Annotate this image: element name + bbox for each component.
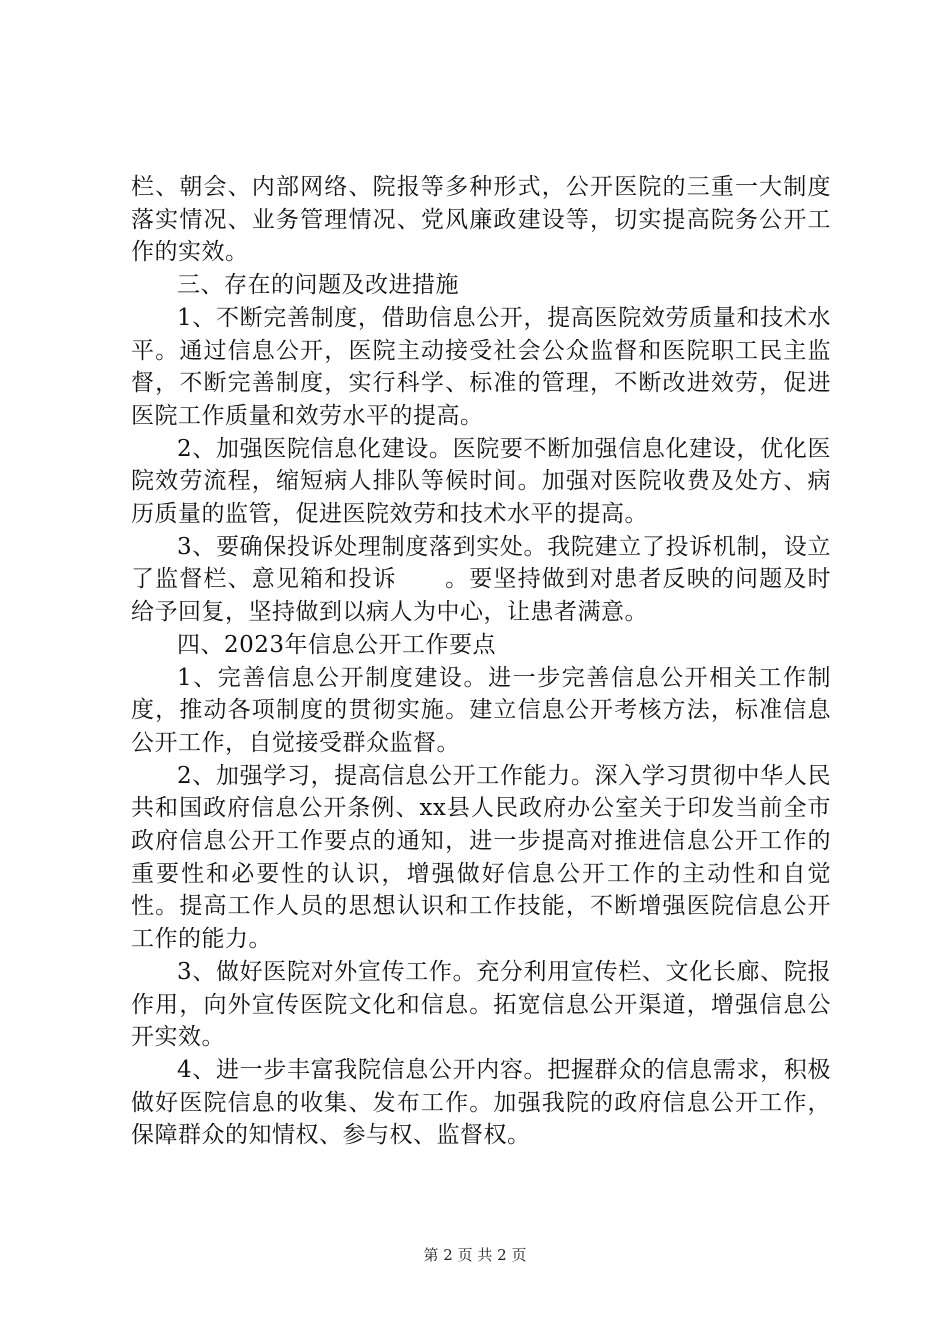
paragraph-system-building: 1、完善信息公开制度建设。进一步完善信息公开相关工作制度，推动各项制度的贯彻实施。建立信息公开考核方法，标准信息公开工作，自觉接受群众监督。 — [131, 664, 831, 756]
paragraph-content: 4、进一步丰富我院信息公开内容。把握群众的信息需求，积极做好医院信息的收集、发布工作。加强我院的政府信息公开工作，保障群众的知情权、参与权、监督权。 — [131, 1056, 831, 1149]
paragraph-improve-system: 1、不断完善制度，借助信息公开，提高医院效劳质量和技术水平。通过信息公开，医院主动接受社会公众监督和医院职工民主监督，不断完善制度，实行科学、标准的管理，不断改进效劳，促进医院工作质量和效劳水平的提高。 — [131, 304, 831, 429]
paragraph-continuation: 栏、朝会、内部网络、院报等多种形式，公开医院的三重一大制度落实情况、业务管理情况、党风廉政建设等，切实提高院务公开工作的实效。 — [131, 174, 831, 266]
section-heading-problems: 三、存在的问题及改进措施 — [177, 272, 459, 299]
document-body — [131, 171, 831, 1152]
paragraph-informatization: 2、加强医院信息化建设。医院要不断加强信息化建设，优化医院效劳流程，缩短病人排队等候时间。加强对医院收费及处方、病历质量的监管，促进医院效劳和技术水平的提高。 — [131, 435, 831, 528]
page-footer: 第 2 页 共 2 页 — [423, 1246, 527, 1264]
paragraph-publicity: 3、做好医院对外宣传工作。充分利用宣传栏、文化长廊、院报作用，向外宣传医院文化和信息。拓宽信息公开渠道，增强信息公开实效。 — [131, 958, 831, 1051]
paragraph-complaints: 3、要确保投诉处理制度落到实处。我院建立了投诉机制，设立了监督栏、意见箱和投诉 。要坚持做到对患者反映的问题及时给予回复，坚持做到以病人为中心，让患者满意。 — [131, 533, 831, 626]
section-heading-key-points: 四、2023年信息公开工作要点 — [177, 631, 497, 658]
paragraph-study: 2、加强学习，提高信息公开工作能力。深入学习贯彻中华人民共和国政府信息公开条例、xx县人民政府办公室关于印发当前全市政府信息公开工作要点的通知，进一步提高对推进信息公开工作的重要性和必要性的认识，增强做好信息公开工作的主动性和自觉性。提高工作人员的思想认识和工作技能，不断增强医院信息公开工作的能力。 — [131, 762, 831, 953]
